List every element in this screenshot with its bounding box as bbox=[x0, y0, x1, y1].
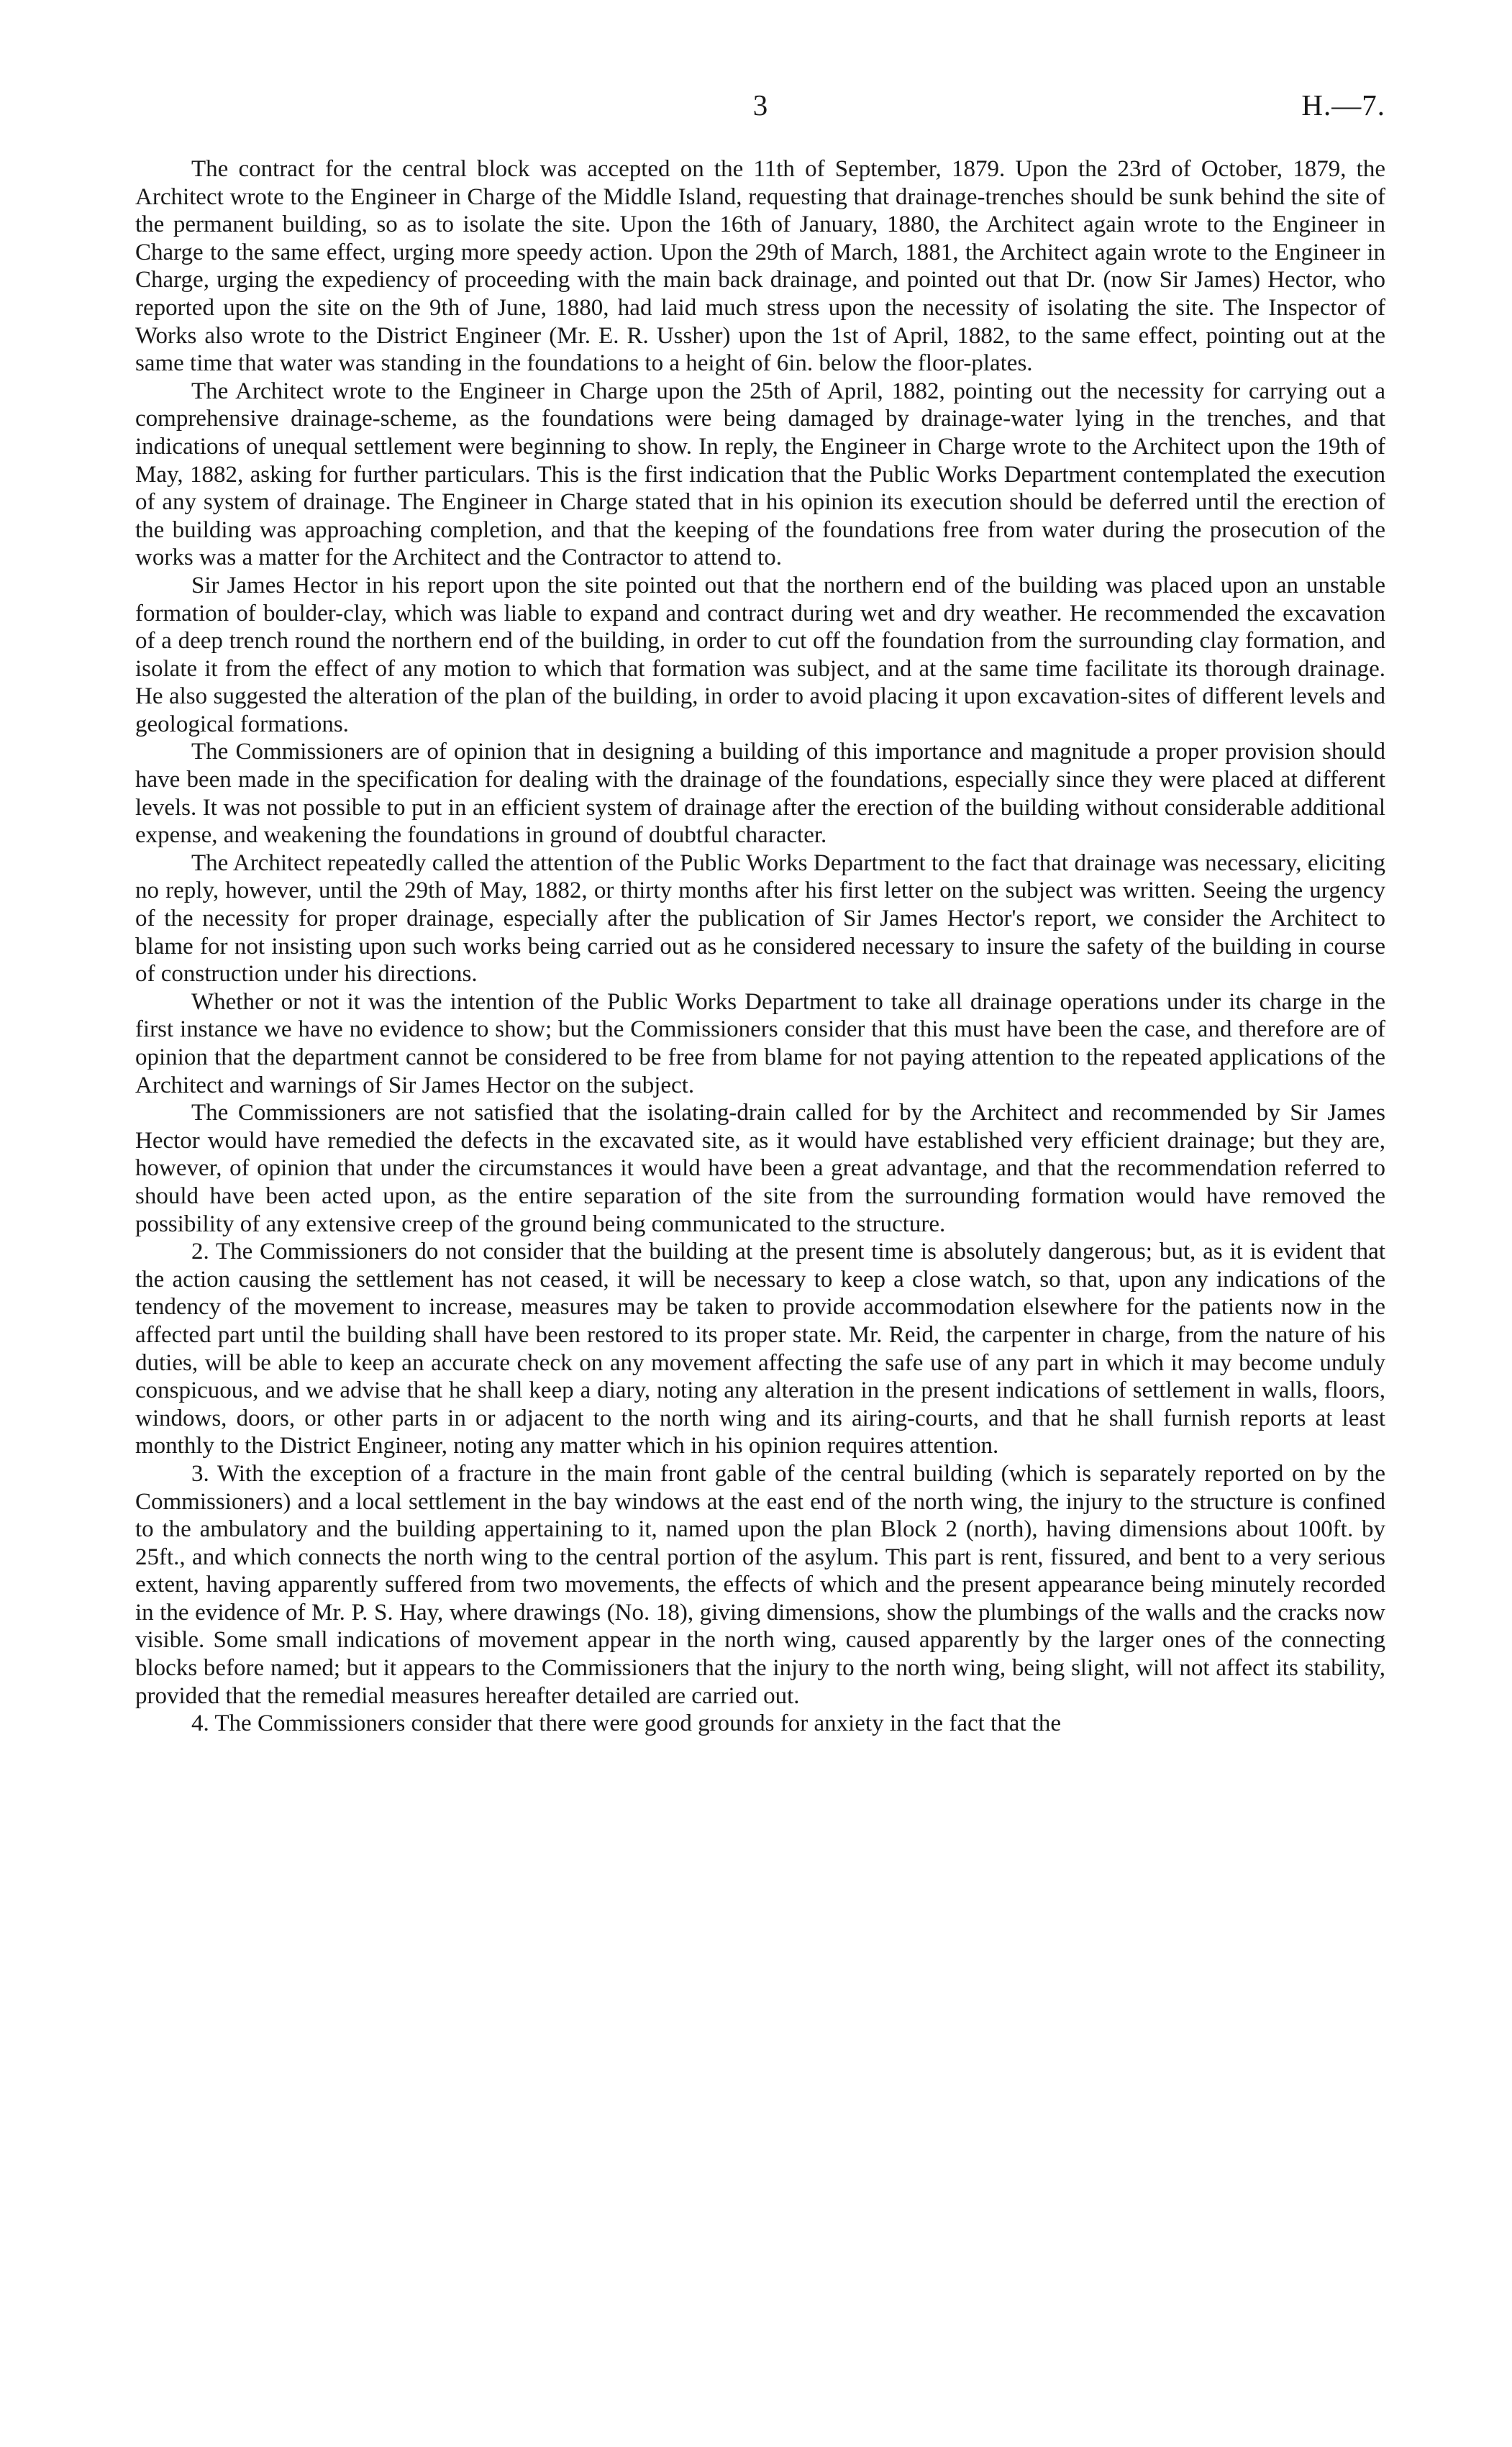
paragraph-department-blame: Whether or not it was the intention of the Public Works Department to take all drainage operations under its charge in the first instance we have no evidence to show; but the Commissioners consider that this must have been the case, and therefore are of opinion that the department cannot be considered to be free from blame for not paying attention to the repeated applications of the Architect and warnings of Sir James Hector on the subject. bbox=[135, 988, 1385, 1098]
paragraph-isolating-drain: The Commissioners are not satisfied that the isolating-drain called for by the Architect and recommended by Sir James Hector would have remedied the defects in the excavated site, as it would have established very efficient drainage; but they are, however, of opinion that under the circumstances it would have been a great advantage, and that the recommendation referred to should have been acted upon, as the entire separation of the site from the surrounding formation would have removed the possibility of any extensive creep of the ground being communicated to the structure. bbox=[135, 1100, 1385, 1237]
paragraph-section-2: 2. The Commissioners do not consider that the building at the present time is absolutely dangerous; but, as it is evident that the action causing the settlement has not ceased, it will be necessary to keep a close watch, so that, upon any indications of the tendency of the movement to increase, measures may be taken to provide accommodation elsewhere for the patients now in the affected part until the building shall have been restored to its proper state. Mr. Reid, the carpenter in charge, from the nature of his duties, will be able to keep an accurate check on any movement affecting the safe use of any part in which it may become unduly conspicuous, and we advise that he shall keep a diary, noting any alteration in the present indications of settlement in walls, floors, windows, doors, or other parts in or adjacent to the north wing and its airing-courts, and that he shall furnish reports at least monthly to the District Engineer, noting any matter which in his opinion requires attention. bbox=[135, 1239, 1385, 1459]
paragraph-hector-report: Sir James Hector in his report upon the site pointed out that the northern end of the building was placed upon an unstable formation of boulder-clay, which was liable to expand and contract during wet and dry weather. He recommended the excavation of a deep trench round the northern end of the building, in order to cut off the foundation from the surrounding clay formation, and isolate it from the effect of any motion to which that formation was subject, and at the same time facilitate its thorough drainage. He also suggested the alteration of the plan of the building, in order to avoid placing it upon excavation-sites of different levels and geological formations. bbox=[135, 572, 1385, 737]
page-header bbox=[135, 88, 1385, 131]
body-text bbox=[135, 155, 1385, 1738]
paragraph-contract-history: The contract for the central block was accepted on the 11th of September, 1879. Upon the 23rd of October, 1879, the Architect wrote to the Engineer in Charge of the Middle Island, requesting that drainage-trenches should be sunk behind the site of the permanent building, so as to isolate the site. Upon the 16th of January, 1880, the Architect again wrote to the Engineer in Charge to the same effect, urging more speedy action. Upon the 29th of March, 1881, the Architect again wrote to the Engineer in Charge, urging the expediency of proceeding with the main back drainage, and pointed out that Dr. (now Sir James) Hector, who reported upon the site on the 9th of June, 1880, had laid much stress upon the necessity of isolating the site. The Inspector of Works also wrote to the District Engineer (Mr. E. R. Ussher) upon the 1st of April, 1882, to the same effect, pointing out at the same time that water was standing in the foundations to a height of 6in. below the floor-plates. bbox=[135, 156, 1385, 377]
paragraph-section-4: 4. The Commissioners consider that there were good grounds for anxiety in the fact that the bbox=[191, 1710, 1062, 1737]
page-number: 3 bbox=[752, 88, 768, 122]
paragraph-architect-attention: The Architect repeatedly called the attention of the Public Works Department to the fact that drainage was necessary, eliciting no reply, however, until the 29th of May, 1882, or thirty months after his first letter on the subject was written. Seeing the urgency of the necessity for proper drainage, especially after the publication of Sir James Hector's report, we consider the Architect to blame for not insisting upon such works being carried out as he considered necessary to insure the safety of the building in course of construction under his directions. bbox=[135, 849, 1385, 988]
report-code: H.—7. bbox=[1301, 88, 1385, 122]
paragraph-drainage-scheme: The Architect wrote to the Engineer in Charge upon the 25th of April, 1882, pointing out the necessity for carrying out a comprehensive drainage-scheme, as the foundations were being damaged by drainage-water lying in the trenches, and that indications of unequal settlement were beginning to show. In reply, the Engineer in Charge wrote to the Architect upon the 19th of May, 1882, asking for further particulars. This is the first indication that the Public Works Department contemplated the execution of any system of drainage. The Engineer in Charge stated that in his opinion its execution should be deferred until the erection of the building was approaching completion, and that the keeping of the foundations free from water during the prosecution of the works was a matter for the Architect and the Contractor to attend to. bbox=[135, 378, 1385, 571]
paragraph-commissioners-opinion: The Commissioners are of opinion that in designing a building of this importance and magnitude a proper provision should have been made in the specification for dealing with the drainage of the foundations, especially since they were placed at different levels. It was not possible to put in an efficient system of drainage after the erection of the building without considerable additional expense, and weakening the foundations in ground of doubtful character. bbox=[135, 739, 1385, 849]
paragraph-section-3: 3. With the exception of a fracture in the main front gable of the central building (which is separately reported on by the Commissioners) and a local settlement in the bay windows at the east end of the north wing, the injury to the structure is confined to the ambulatory and the building appertaining to it, named upon the plan Block 2 (north), having dimensions about 100ft. by 25ft., and which connects the north wing to the central portion of the asylum. This part is rent, fissured, and bent to a very serious extent, having apparently suffered from two movements, the effects of which and the present appearance being minutely recorded in the evidence of Mr. P. S. Hay, where drawings (No. 18), giving dimensions, show the plumbings of the walls and the cracks now visible. Some small indications of movement appear in the north wing, caused apparently by the larger ones of the connecting blocks before named; but it appears to the Commissioners that the injury to the north wing, being slight, will not affect its stability, provided that the remedial measures hereafter detailed are carried out. bbox=[135, 1460, 1385, 1709]
